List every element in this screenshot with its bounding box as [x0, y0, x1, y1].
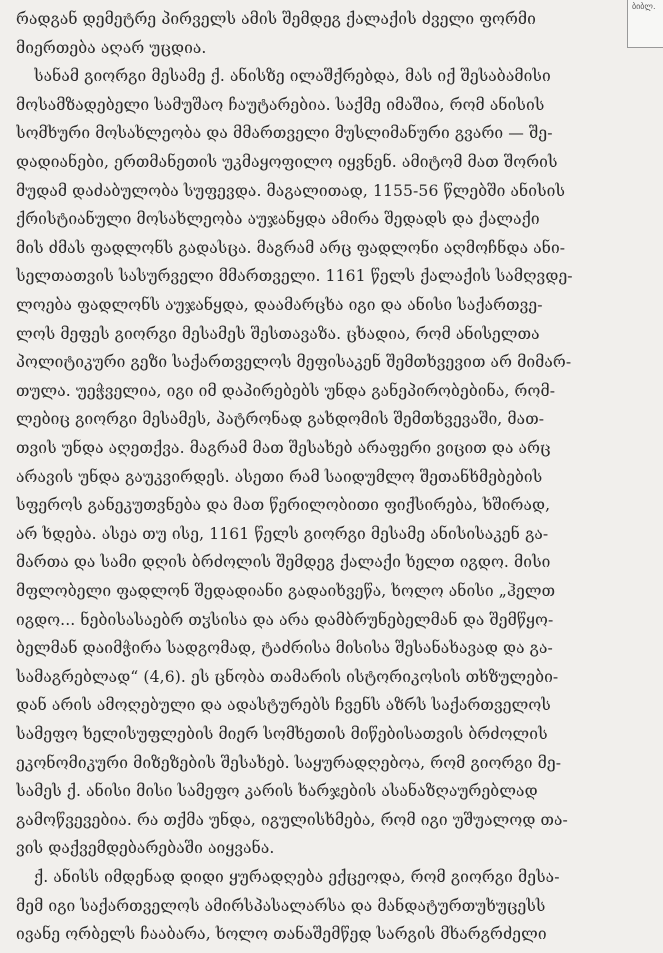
text-line: მართა და სამი დღის ბრძოლის შემდეგ ქალაქი ხელთ იგდო. მისი: [16, 553, 551, 572]
text-line: დან არის ამოღებული და ადასტურებს ჩვენს აზრს საქართველოს: [16, 696, 551, 715]
text-line: სანამ გიორგი მესამე ქ. ანისზე ილაშქრებდა, მას იქ შესაბამისი: [34, 67, 551, 86]
text-line: თულა. უეჭველია, იგი იმ დაპირებებს უნდა განეპირობებინა, რომ-: [16, 381, 556, 400]
text-line: არ ხდება. ასეა თუ ისე, 1161 წელს გიორგი მესამე ანისისაკენ გა-: [16, 524, 549, 543]
text-line: მემ იგი საქართველოს ამირსპასალარსა და მანდატურთუხუცესს: [16, 896, 546, 915]
text-line: სფეროს განეკუთვნება და მათ წერილობითი ფიქსირება, ხშირად,: [16, 496, 551, 515]
text-line: გამოწვევებია. რა თქმა უნდა, იგულისხმება, რომ იგი უშუალოდ თა-: [16, 810, 568, 829]
text-line: მუდამ დაძაბულობა სუფევდა. მაგალითად, 1155-56 წლებში ანისის: [16, 181, 566, 200]
library-stamp: ბიბლ.: [627, 0, 663, 48]
text-line: მის ძმას ფადლონს გადასცა. მაგრამ არც ფადლონი აღმოჩნდა ანი-: [16, 238, 566, 257]
text-line: ლოება ფადლონს აუჯანყდა, დაამარცხა იგი და ანისი საქართვე-: [16, 296, 543, 314]
text-line: თვის უნდა აღეთქვა. მაგრამ მათ შესახებ არაფერი ვიცით და არც: [16, 439, 551, 457]
text-line: სამაგრებლად“ (4,6). ეს ცნობა თამარის ისტორიკოსის თხზულები-: [16, 667, 559, 686]
text-line: ქ. ანისს იმდენად დიდი ყურადღება ექცეოდა, რომ გიორგი მესა-: [34, 868, 560, 886]
text-line: იგდო... ნებისასაებრ თჳსისა და არა დამბრუნებელმან და შემწყო-: [16, 610, 554, 629]
text-line: პოლიტიკური გეზი საქართველოს მეფისაკენ შემთხვევით არ მიმარ-: [16, 353, 572, 372]
text-line: მფლობელი ფადლონ შედადიანი გადაიხვეწა, ხოლო ანისი „ჰელთ: [16, 582, 556, 600]
text-line: მიერთება აღარ უცდია.: [16, 38, 207, 57]
text-line: სამეს ქ. ანისი მისი სამეფო კარის ხარჯების ასანაზღაურებლად: [16, 782, 538, 801]
text-line: არავის უნდა გაუკვირდეს. ასეთი რამ საიდუმლო შეთანხმებების: [16, 467, 543, 486]
text-line: ლებიც გიორგი მესამეს, პატრონად გახდომის შემთხვევაში, მათ-: [16, 410, 545, 429]
text-line: ეკონომიკური მიზეზების შესახებ. საყურადღებოა, რომ გიორგი მე-: [16, 753, 562, 772]
text-line: ვის დაქვემდებარებაში აიყვანა.: [16, 839, 275, 858]
text-line: ქრისტიანული მოსახლეობა აუჯანყდა ამირა შედადს და ქალაქი: [16, 210, 540, 229]
text-line: რადგან დემეტრე პირველს ამის შემდეგ ქალაქის ძველი ფორმი: [16, 10, 536, 28]
text-line: ლოს მეფეს გიორგი მესამეს შესთავაზა. ცხადია, რომ ანისელთა: [16, 324, 540, 343]
text-line: სამეფო ხელისუფლების მიერ სომხეთის მიწებისათვის ბრძოლის: [16, 725, 548, 743]
text-line: ბელმან დაიმჭირა სადგომად, ტაძრისა მისისა შესანახავად და გა-: [16, 639, 553, 658]
text-line: სომხური მოსახლეობა და მმართველი მუსლიმანური გვარი — შე-: [16, 124, 553, 143]
text-line: სელთათვის სასურველი მმართველი. 1161 წელს ქალაქის სამღვდე-: [16, 267, 573, 286]
text-line: მოსამზადებელი სამუშაო ჩაუტარებია. საქმე იმაშია, რომ ანისის: [16, 95, 545, 114]
text-line: ივანე ორბელს ჩააბარა, ხოლო თანაშემწედ სარგის მხარგრძელი: [16, 925, 547, 944]
text-line: დადიანები, ერთმანეთის უკმაყოფილო იყვნენ. ამიტომ მათ შორის: [16, 153, 558, 171]
